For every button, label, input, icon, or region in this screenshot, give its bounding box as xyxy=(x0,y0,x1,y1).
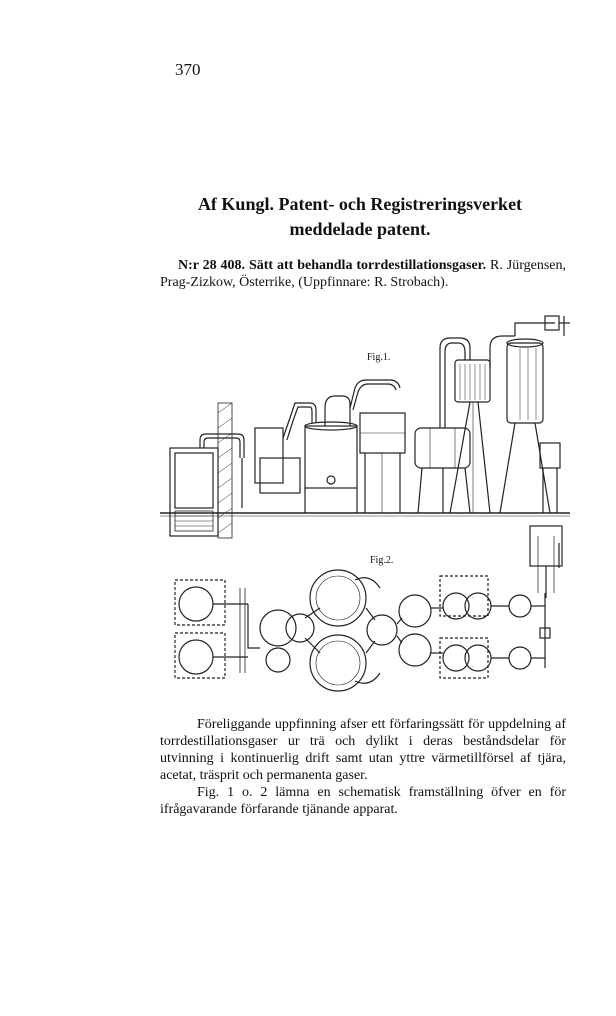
patent-number: N:r 28 408. xyxy=(178,258,246,273)
body-text xyxy=(160,716,566,818)
apparatus-figure xyxy=(160,308,575,698)
paragraph-1: Föreliggande uppfinning afser ett förfaringssätt för uppdelning af torrdestillationsgaser ur trä och dylikt i deras beståndsdelar för utvinning i kontinuerlig drift samt utan yttre värmetillförsel af tjära, acetat, träsprit och permanenta gaser. xyxy=(160,717,566,783)
patent-details: R. Jürgensen, Prag-Zizkow, Österrike, (Uppfinnare: R. Strobach). xyxy=(160,258,566,290)
patent-title: Sätt att behandla torrdestillationsgaser. xyxy=(248,258,487,273)
heading-line-2: meddelade patent. xyxy=(289,219,431,239)
fig1-label: Fig.1. xyxy=(367,352,391,363)
fig2-label: Fig.2. xyxy=(370,555,394,566)
section-heading xyxy=(120,192,600,242)
heading-line-1: Af Kungl. Patent- och Registreringsverket xyxy=(197,194,523,214)
patent-entry xyxy=(160,257,566,291)
page-number: 370 xyxy=(175,60,201,79)
paragraph-2: Fig. 1 o. 2 lämna en schematisk framställning öfver en för ifrågavarande förfarande tjänande apparat. xyxy=(160,785,566,817)
